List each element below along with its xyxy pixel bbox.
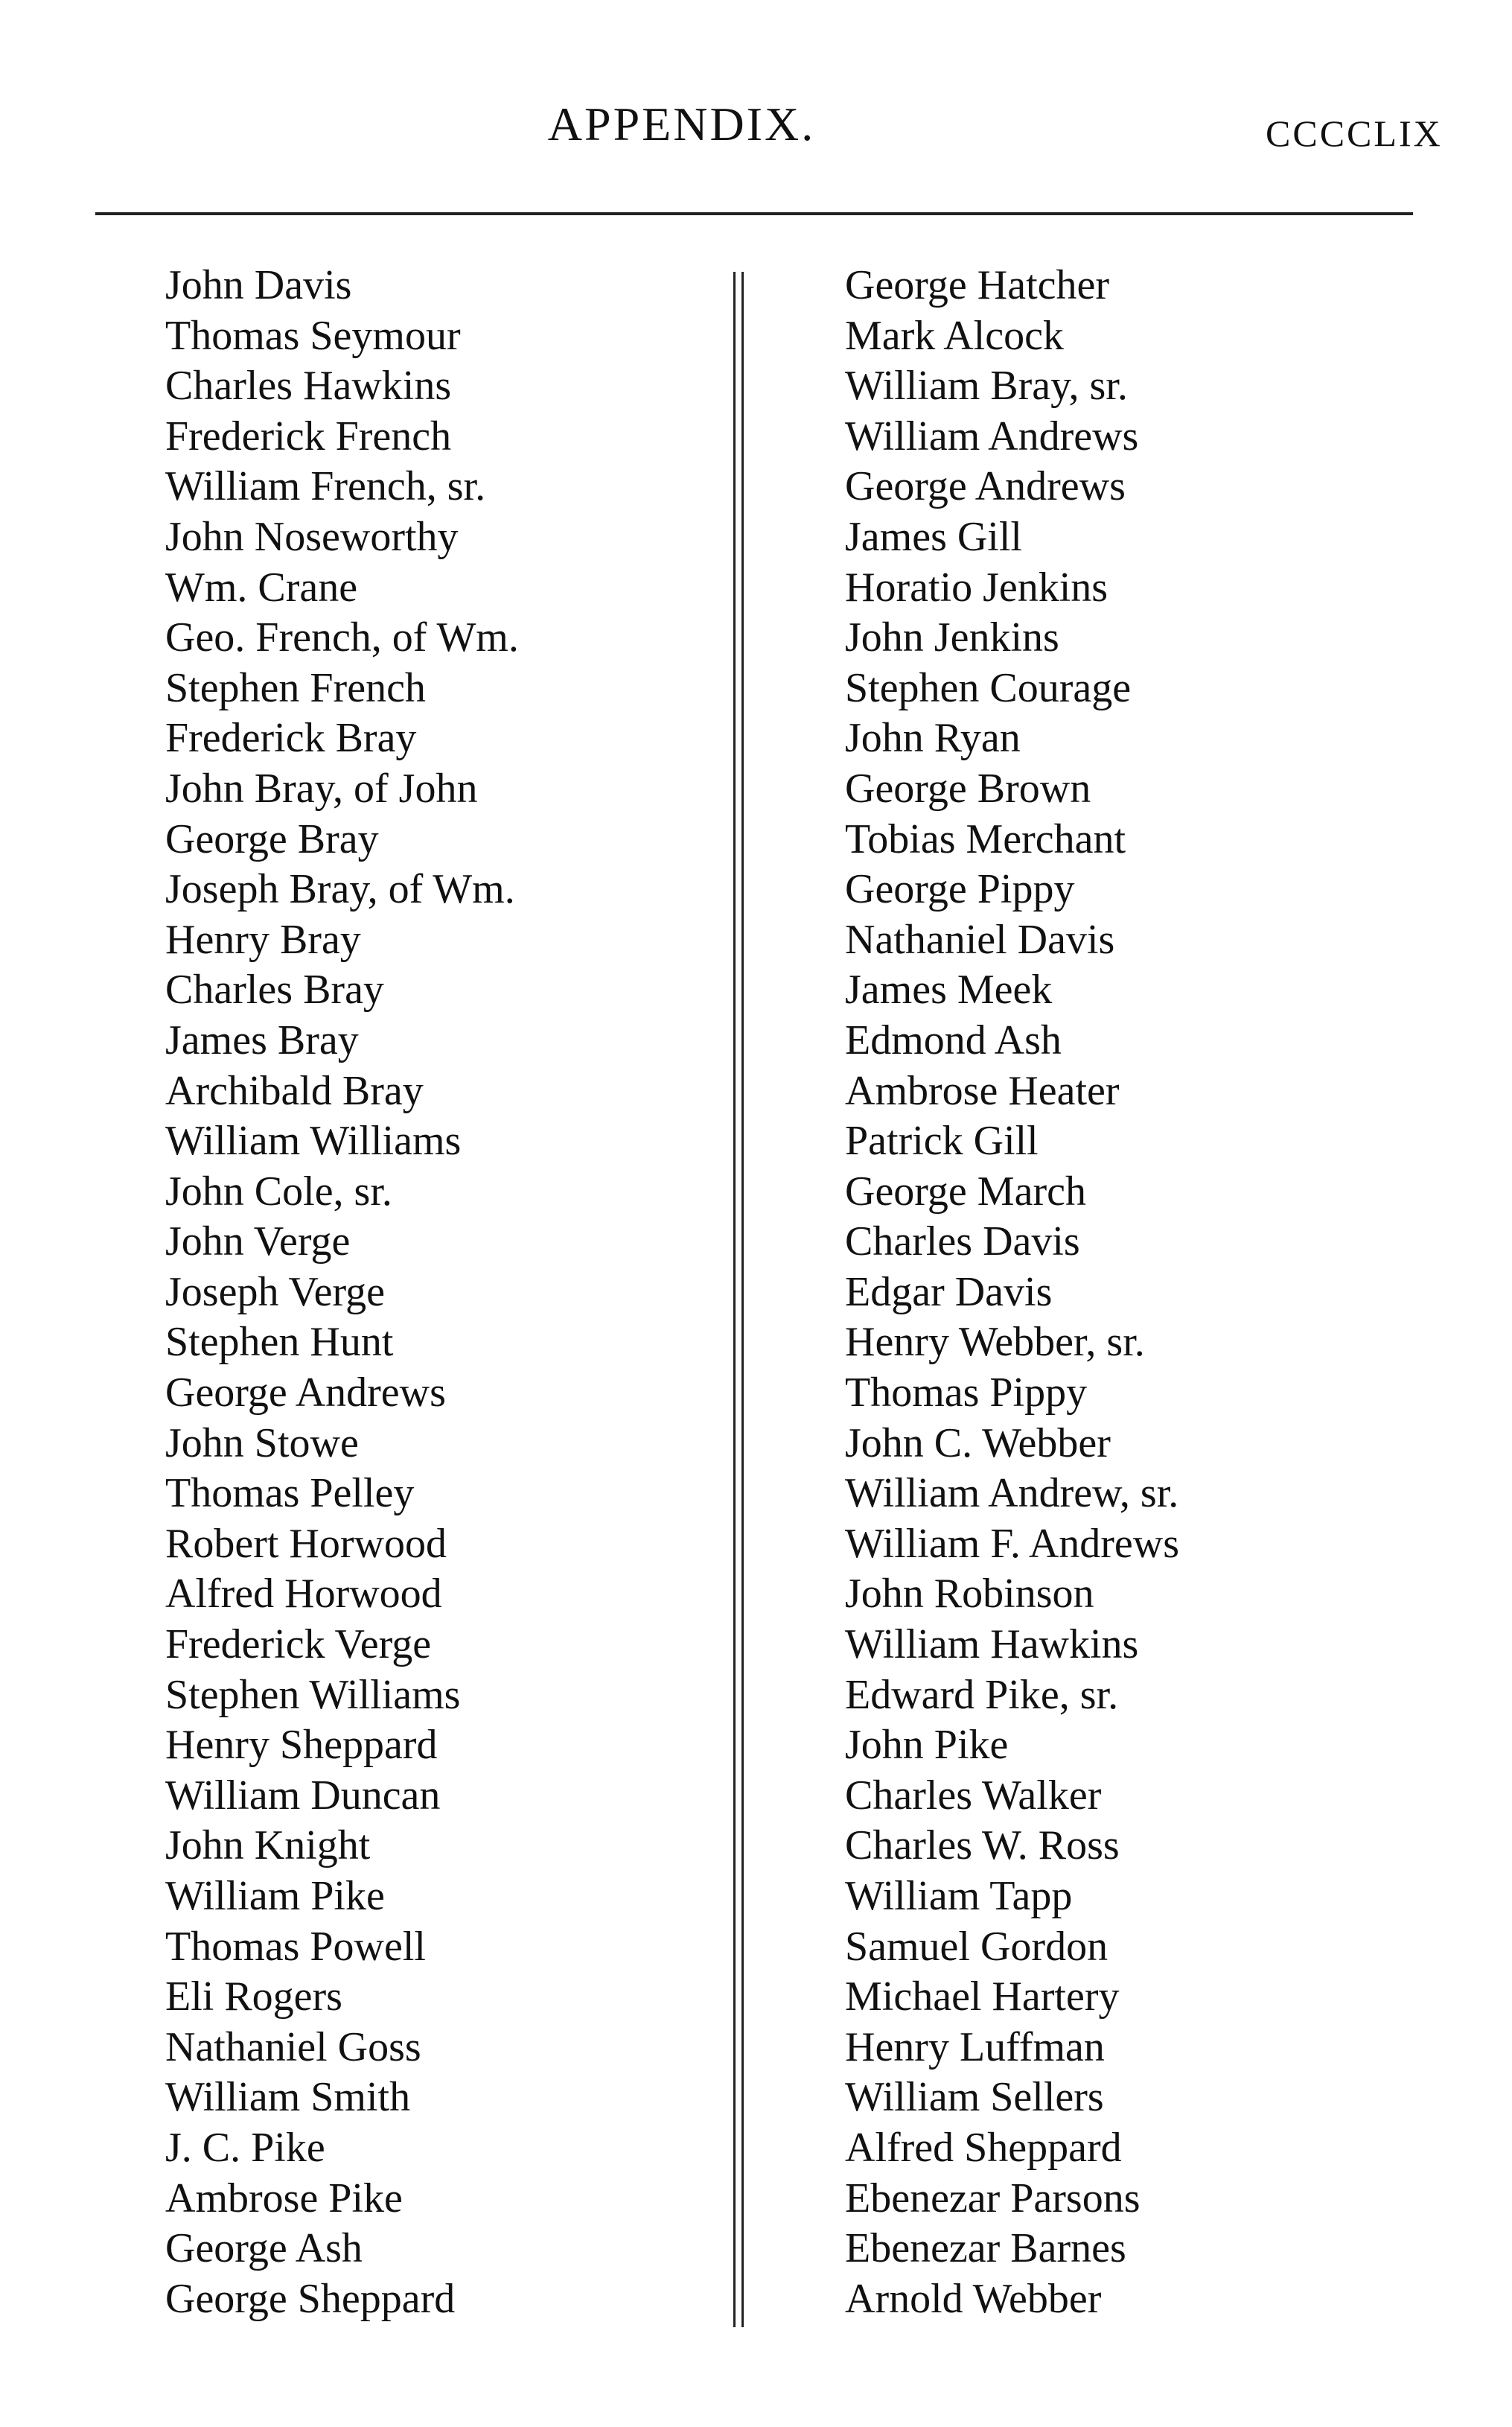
name-entry: William Hawkins xyxy=(845,1621,1139,1668)
name-entry: John Verge xyxy=(165,1218,351,1265)
name-entry: Ebenezar Parsons xyxy=(845,2175,1141,2221)
name-entry: Patrick Gill xyxy=(845,1118,1039,1165)
name-entry: Joseph Verge xyxy=(165,1268,386,1315)
name-entry: James Gill xyxy=(845,513,1022,560)
name-entry: William Bray, sr. xyxy=(845,363,1128,410)
name-entry: Charles Bray xyxy=(165,967,384,1014)
name-entry: Frederick Bray xyxy=(165,715,417,762)
name-entry: Thomas Pelley xyxy=(165,1470,415,1517)
name-entry: Henry Luffman xyxy=(845,2023,1105,2070)
name-entry: William Duncan xyxy=(165,1772,441,1819)
name-entry: Stephen French xyxy=(165,664,426,711)
name-entry: George Pippy xyxy=(845,866,1075,913)
column-divider xyxy=(733,272,744,2327)
name-entry: Alfred Horwood xyxy=(165,1571,442,1618)
name-entry: Henry Webber, sr. xyxy=(845,1319,1145,1366)
name-entry: George Andrews xyxy=(165,1370,446,1416)
name-entry: William Pike xyxy=(165,1873,385,1919)
name-entry: Samuel Gordon xyxy=(845,1923,1109,1970)
name-entry: William Sellers xyxy=(845,2074,1104,2121)
name-entry: Ambrose Pike xyxy=(165,2175,403,2221)
name-entry: Archibald Bray xyxy=(165,1067,424,1114)
name-entry: Arnold Webber xyxy=(845,2275,1102,2322)
name-entry: Charles Davis xyxy=(845,1218,1080,1265)
name-entry: Stephen Courage xyxy=(845,664,1132,711)
name-entry: William F. Andrews xyxy=(845,1520,1180,1567)
name-entry: John Davis xyxy=(165,262,352,308)
name-entry: Edmond Ash xyxy=(845,1017,1062,1063)
name-entry: Nathaniel Goss xyxy=(165,2023,421,2070)
name-entry: Thomas Pippy xyxy=(845,1370,1088,1416)
name-entry: John Jenkins xyxy=(845,614,1059,661)
name-entry: Thomas Seymour xyxy=(165,312,461,359)
name-entry: John Bray, of John xyxy=(165,765,478,812)
page-number: CCCCLIX xyxy=(1266,112,1443,154)
name-entry: James Meek xyxy=(845,967,1053,1014)
name-entry: Mark Alcock xyxy=(845,312,1064,359)
name-entry: William Andrew, sr. xyxy=(845,1470,1179,1517)
name-entry: Charles Walker xyxy=(845,1772,1102,1819)
name-entry: Stephen Hunt xyxy=(165,1319,394,1366)
name-entry: William Williams xyxy=(165,1118,462,1165)
name-entry: Geo. French, of Wm. xyxy=(165,614,519,661)
name-entry: George Ash xyxy=(165,2225,363,2272)
name-entry: Henry Bray xyxy=(165,916,361,963)
name-entry: George Sheppard xyxy=(165,2275,456,2322)
name-entry: Frederick Verge xyxy=(165,1621,432,1668)
name-entry: John Cole, sr. xyxy=(165,1168,392,1215)
name-entry: Ebenezar Barnes xyxy=(845,2225,1126,2272)
name-entry: Tobias Merchant xyxy=(845,815,1126,862)
name-entry: Charles W. Ross xyxy=(845,1822,1120,1869)
name-entry: John Noseworthy xyxy=(165,513,459,560)
name-entry: Joseph Bray, of Wm. xyxy=(165,866,515,913)
name-entry: Edward Pike, sr. xyxy=(845,1671,1119,1718)
page-title: APPENDIX. xyxy=(547,98,816,150)
name-entry: Nathaniel Davis xyxy=(845,916,1115,963)
name-entry: Horatio Jenkins xyxy=(845,564,1109,611)
name-entry: George March xyxy=(845,1168,1086,1215)
name-entry: Frederick French xyxy=(165,413,452,459)
name-entry: Alfred Sheppard xyxy=(845,2124,1122,2171)
name-entry: Robert Horwood xyxy=(165,1520,447,1567)
right-name-column xyxy=(845,261,1179,2324)
header-rule xyxy=(95,212,1413,215)
name-entry: Edgar Davis xyxy=(845,1268,1053,1315)
name-entry: J. C. Pike xyxy=(165,2124,325,2171)
name-entry: John Pike xyxy=(845,1722,1009,1769)
name-entry: William French, sr. xyxy=(165,463,486,510)
name-entry: John C. Webber xyxy=(845,1419,1111,1466)
name-entry: Charles Hawkins xyxy=(165,363,452,410)
name-entry: William Smith xyxy=(165,2074,411,2121)
name-entry: Ambrose Heater xyxy=(845,1067,1120,1114)
name-entry: William Andrews xyxy=(845,413,1139,459)
name-entry: Henry Sheppard xyxy=(165,1722,438,1769)
name-entry: William Tapp xyxy=(845,1873,1073,1919)
name-entry: Thomas Powell xyxy=(165,1923,426,1970)
name-entry: Stephen Williams xyxy=(165,1671,461,1718)
name-entry: Michael Hartery xyxy=(845,1973,1120,2020)
name-entry: George Bray xyxy=(165,815,379,862)
name-entry: John Knight xyxy=(165,1822,371,1869)
name-entry: John Stowe xyxy=(165,1419,359,1466)
name-entry: Wm. Crane xyxy=(165,564,358,611)
name-entry: George Hatcher xyxy=(845,262,1110,308)
left-name-column xyxy=(165,261,519,2324)
name-entry: James Bray xyxy=(165,1017,359,1063)
name-entry: Eli Rogers xyxy=(165,1973,342,2020)
name-entry: John Ryan xyxy=(845,715,1021,762)
name-entry: John Robinson xyxy=(845,1571,1094,1618)
name-entry: George Andrews xyxy=(845,463,1126,510)
name-entry: George Brown xyxy=(845,765,1091,812)
